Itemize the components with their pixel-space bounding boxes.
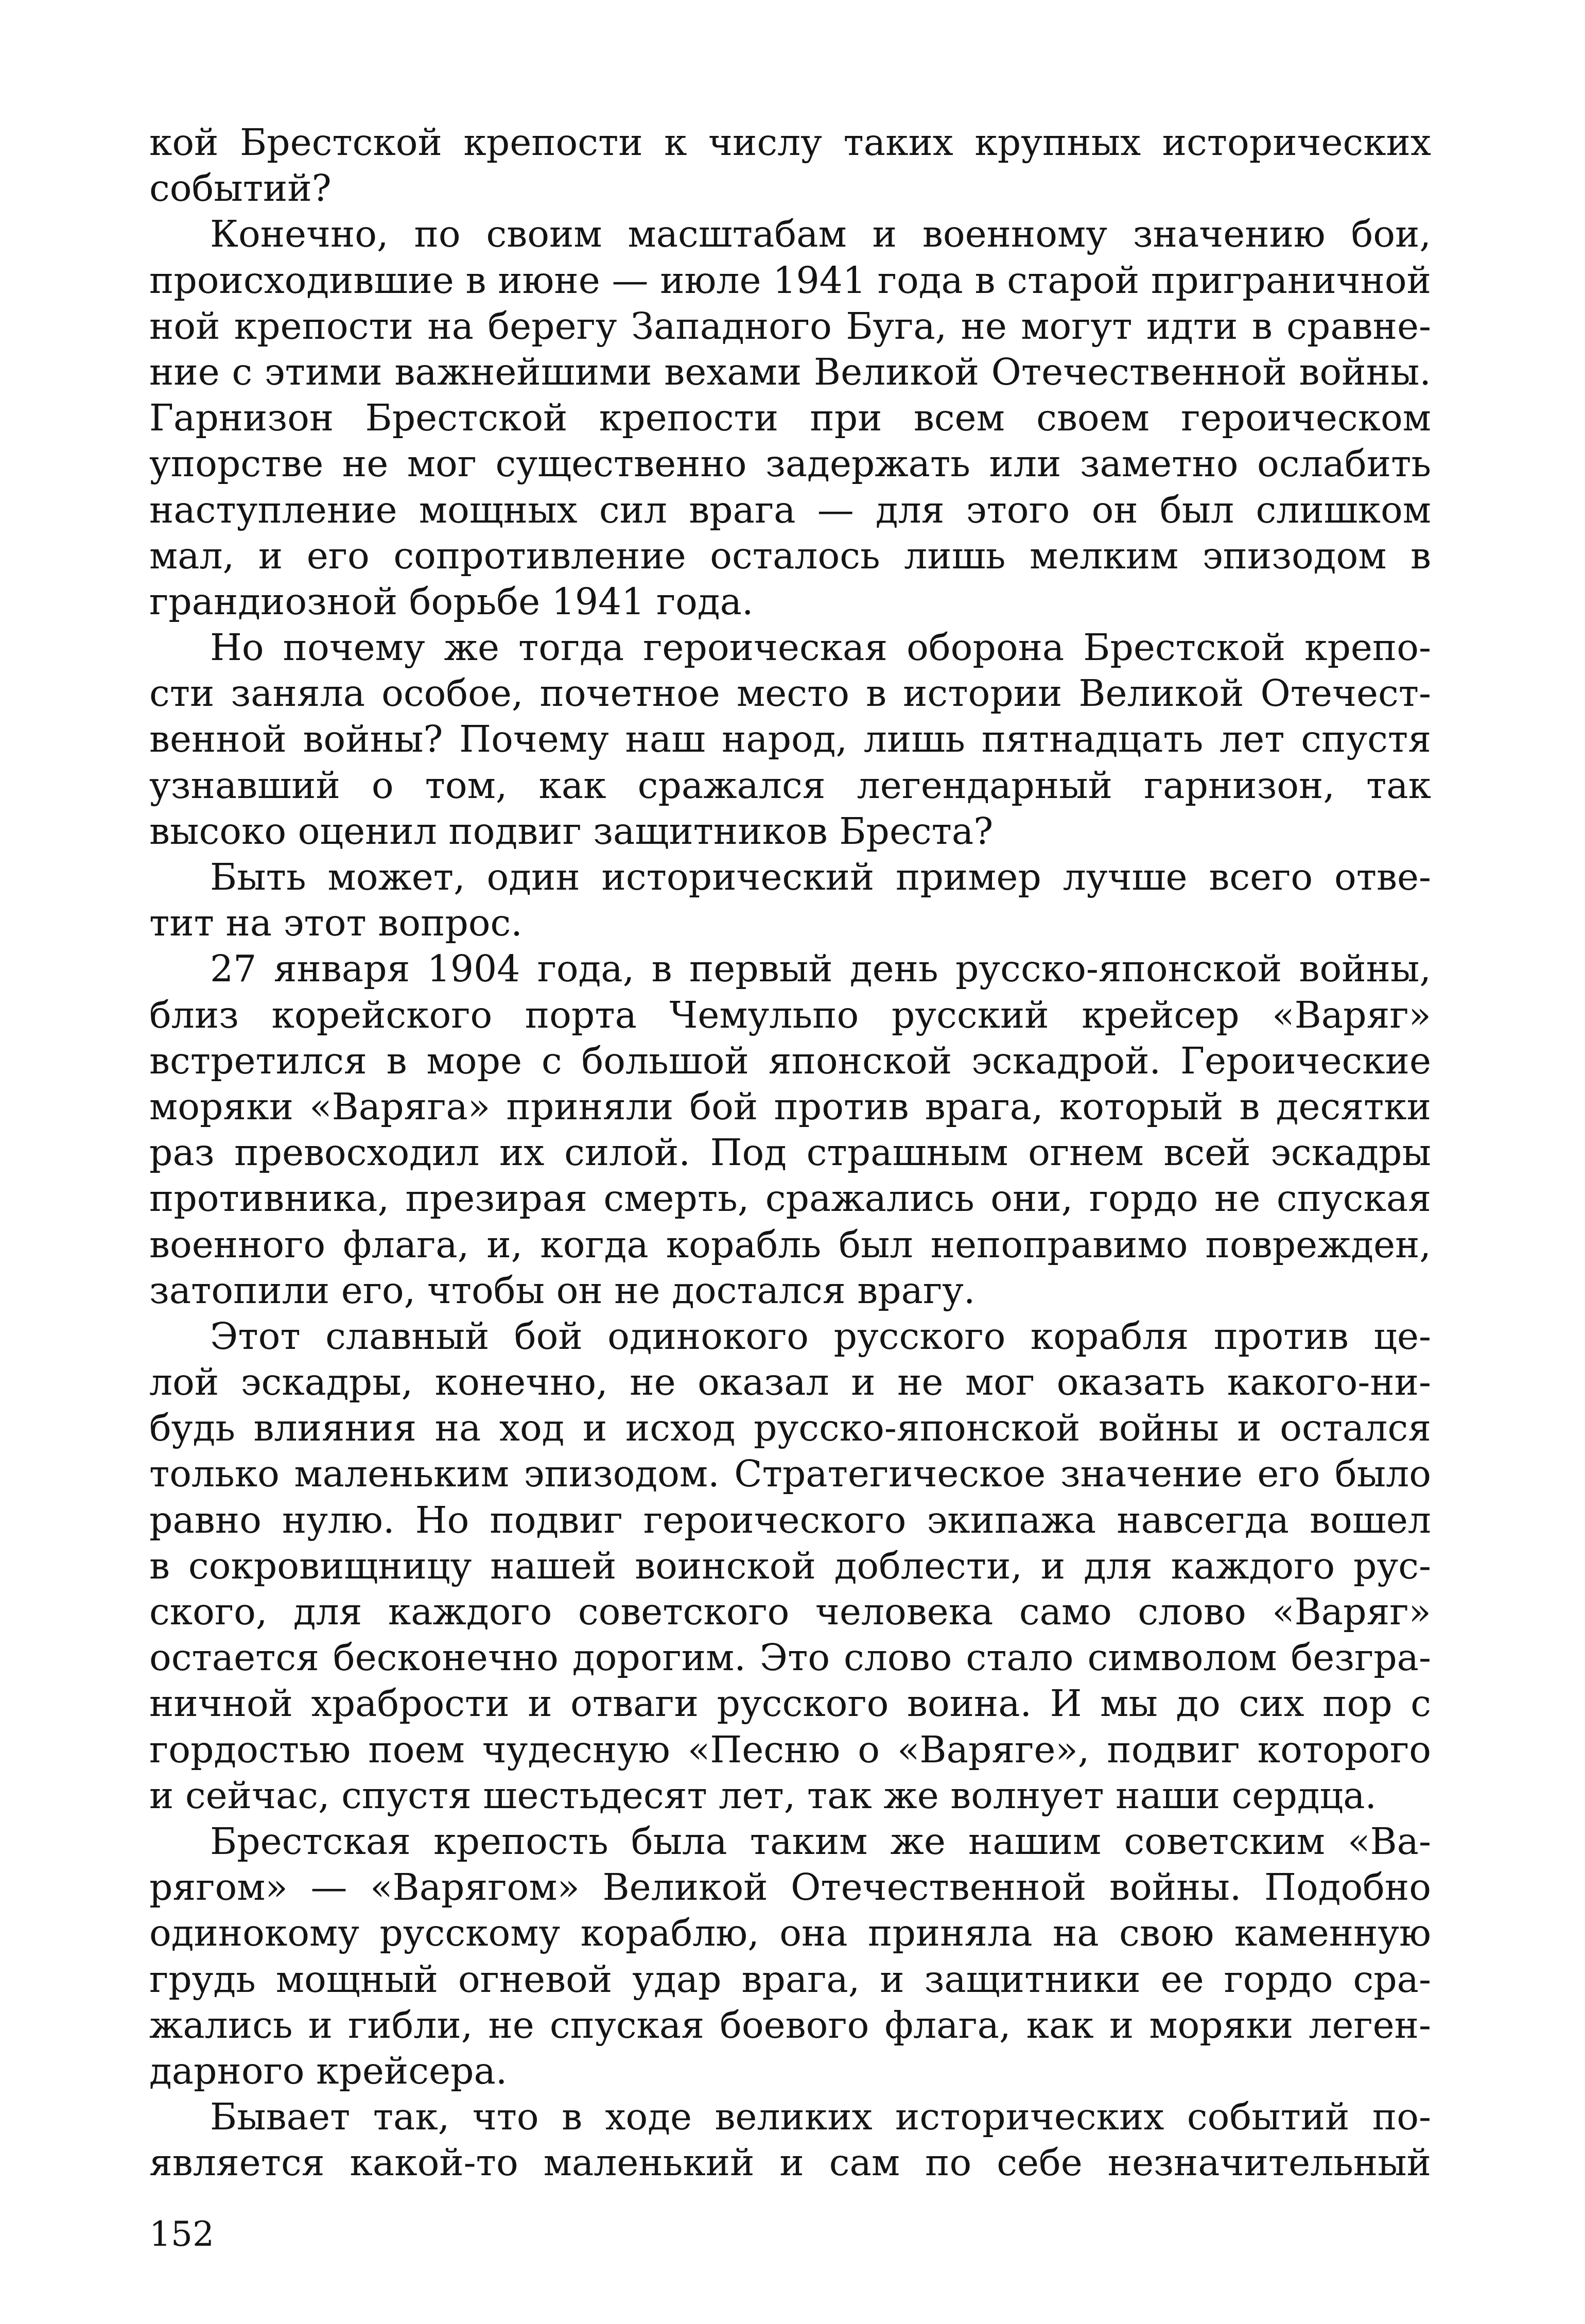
text-line: ничной храбрости и отваги русского воина. И мы до сих пор с [149, 1682, 1431, 1725]
text-line: Бывает так, что в ходе великих исторических событий по- [210, 2095, 1431, 2139]
text-line: ной крепости на берегу Западного Буга, не могут идти в сравне- [149, 304, 1431, 348]
paragraph [149, 211, 1431, 625]
text-line: ского, для каждого советского человека само слово «Варяг» [149, 1590, 1431, 1633]
text-line: близ корейского порта Чемульпо русский крейсер «Варяг» [149, 993, 1431, 1036]
paragraph [149, 1313, 1431, 1818]
text-line: Быть может, один исторический пример лучше всего отве- [210, 856, 1431, 898]
text-line: и сейчас, спустя шестьдесят лет, так же волнует наши сердца. [149, 1774, 1377, 1817]
text-line: венной войны? Почему наш народ, лишь пятнадцать лет спустя [149, 718, 1431, 761]
text-line: одинокому русскому кораблю, она приняла на свою каменную [149, 1912, 1431, 1955]
text-line: гордостью поем чудесную «Песню о «Варяге», подвиг которого [149, 1728, 1431, 1771]
text-line: только маленьким эпизодом. Стратегическое значение его было [149, 1452, 1431, 1496]
text-line: жались и гибли, не спуская боевого флага, как и моряки леген- [149, 2003, 1431, 2046]
text-line: встретился в море с большой японской эскадрой. Героические [149, 1039, 1431, 1082]
text-line: тит на этот вопрос. [149, 901, 522, 945]
text-line: происходившие в июне — июле 1941 года в старой приграничной [149, 258, 1431, 302]
text-line: противника, презирая смерть, сражались они, гордо не спуская [149, 1177, 1431, 1220]
text-line: Этот славный бой одинокого русского корабля против це- [210, 1314, 1431, 1358]
text-line: упорстве не мог существенно задержать или заметно ослабить [149, 442, 1431, 485]
text-line: кой Брестской крепости к числу таких крупных исторических [149, 121, 1431, 164]
paragraph [149, 1818, 1431, 2094]
paragraph [149, 946, 1431, 1313]
text-line: 27 января 1904 года, в первый день русско-японской войны, [210, 947, 1431, 991]
paragraph [149, 854, 1431, 946]
text-line: раз превосходил их силой. Под страшным огнем всей эскадры [149, 1131, 1431, 1174]
text-line: Брестская крепость была таким же нашим советским «Ва- [210, 1819, 1431, 1863]
text-line: мал, и его сопротивление осталось лишь мелким эпизодом в [149, 534, 1431, 577]
text-line: высоко оценил подвиг защитников Бреста? [149, 809, 994, 853]
text-line: ние с этими важнейшими вехами Великой Отечественной войны. [149, 350, 1431, 393]
text-line: рягом» — «Варягом» Великой Отечественной войны. Подобно [149, 1866, 1431, 1909]
text-line: Но почему же тогда героическая оборона Брестской крепо- [210, 626, 1431, 669]
text-line: лой эскадры, конечно, не оказал и не мог оказать какого-ни- [149, 1361, 1431, 1404]
text-line: в сокровищницу нашей воинской доблести, и для каждого рус- [149, 1544, 1431, 1587]
body-text [149, 119, 1431, 2186]
text-line: сти заняла особое, почетное место в истории Великой Отечест- [149, 672, 1431, 715]
text-line: остается бесконечно дорогим. Это слово стало символом безгра- [149, 1636, 1431, 1679]
text-line: узнавший о том, как сражался легендарный гарнизон, так [149, 764, 1431, 807]
paragraph [149, 625, 1431, 854]
text-line: является какой-то маленький и сам по себе незначительный [149, 2141, 1431, 2184]
paragraph [149, 2094, 1431, 2186]
text-line: равно нулю. Но подвиг героического экипажа навсегда вошел [149, 1498, 1431, 1541]
text-line: военного флага, и, когда корабль был непоправимо поврежден, [149, 1223, 1431, 1266]
paragraph [149, 119, 1431, 211]
text-line: грудь мощный огневой удар врага, и защитники ее гордо сра- [149, 1957, 1431, 2001]
text-line: затопили его, чтобы он не достался врагу. [149, 1269, 976, 1312]
page-number: 152 [149, 2214, 214, 2254]
text-line: Конечно, по своим масштабам и военному значению бои, [210, 213, 1431, 256]
text-line: моряки «Варяга» приняли бой против врага, который в десятки [149, 1085, 1431, 1128]
text-line: событий? [149, 167, 332, 210]
text-line: дарного крейсера. [149, 2049, 508, 2092]
text-line: наступление мощных сил врага — для этого он был слишком [149, 488, 1431, 531]
text-line: будь влияния на ход и исход русско-японской войны и остался [149, 1407, 1431, 1450]
text-line: грандиозной борьбе 1941 года. [149, 580, 754, 623]
text-line: Гарнизон Брестской крепости при всем своем героическом [149, 396, 1431, 440]
